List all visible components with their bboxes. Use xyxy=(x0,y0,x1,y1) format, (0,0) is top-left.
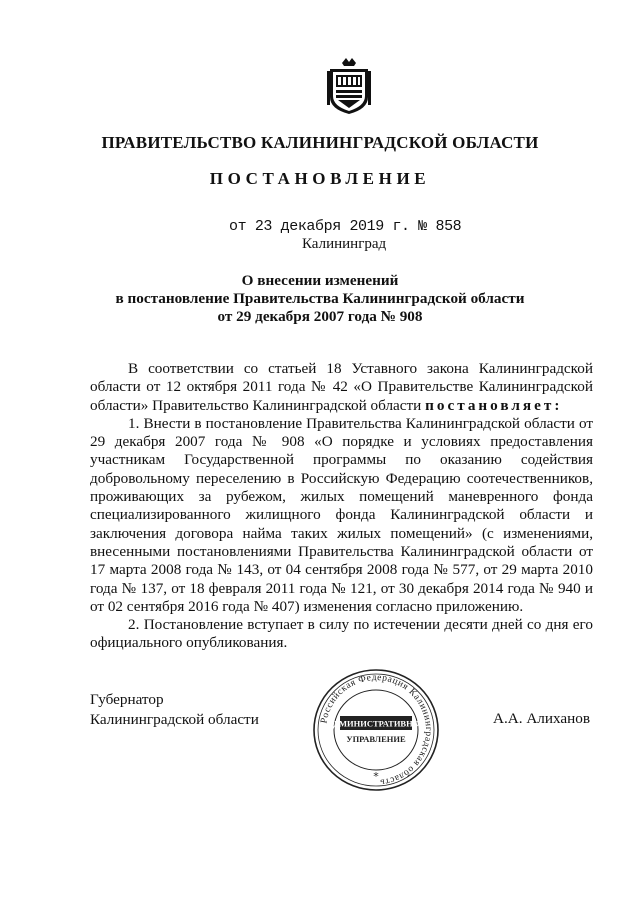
title-line-3: от 29 декабря 2007 года № 908 xyxy=(217,308,423,325)
seal-star-icon: * xyxy=(373,770,379,783)
document-title xyxy=(0,272,640,326)
seal-center-line-2: УПРАВЛЕНИЕ xyxy=(346,734,406,744)
seal-ring-text: Российская Федерация Калининградская область xyxy=(319,672,434,787)
preamble-text: В соответствии со статьей 18 Уставного закона Калининградской области от 12 октября 2011 года № 42 «О Правительстве Калининградской области» Правительство Калининградской области xyxy=(90,360,593,414)
official-seal xyxy=(312,668,440,792)
seal-center-line-1: АДМИНИСТРАТИВНОЕ xyxy=(327,718,425,729)
signatory-name: А.А. Алиханов xyxy=(493,710,591,727)
date-value: 23 декабря xyxy=(254,218,341,235)
document-type: ПОСТАНОВЛЕНИЕ xyxy=(209,169,431,188)
date-prefix: от xyxy=(229,218,247,235)
position-line-2: Калининградской области xyxy=(90,711,259,728)
city: Калининград xyxy=(302,236,387,252)
position-line-1: Губернатор xyxy=(90,691,164,708)
title-line-2: в постановление Правительства Калининградской области xyxy=(115,290,525,307)
date-year: 2019 г. xyxy=(349,218,410,235)
signatory-position xyxy=(90,690,259,730)
coat-of-arms-icon xyxy=(326,57,372,115)
item-2-paragraph: 2. Постановление вступает в силу по истечении десяти дней со дня его официального опубликования. xyxy=(90,616,593,652)
title-line-1: О внесении изменений xyxy=(241,272,399,289)
document-date-number xyxy=(229,218,461,235)
government-name: ПРАВИТЕЛЬСТВО КАЛИНИНГРАДСКОЙ ОБЛАСТИ xyxy=(101,133,539,152)
item-1-paragraph: 1. Внести в постановление Правительства Калининградской области от 29 декабря 2007 года № 908 «О порядке и условиях предоставления участникам Государственной программы по оказанию содействия добровольному переселению в Российскую Федерацию соотечественников, проживающих за рубежом, жилых помещений маневренного фонда специализированного жилищного фонда Калининградской области и заключения договора найма таких жилых помещений» (с изменениями, внесенными постановлениями Правительства Калининградской области от 17 марта 2008 года № 143, от 04 сентября 2008 года № 577, от 29 марта 2010 года № 137, от 18 февраля 2011 года № 121, от 30 декабря 2014 года № 940 и от 02 сентября 2016 года № 407) изменения согласно приложению. xyxy=(90,414,593,615)
document-number: 858 xyxy=(435,218,462,235)
decree-word: постановляет: xyxy=(425,396,563,414)
document-body xyxy=(90,360,593,653)
preamble-paragraph xyxy=(90,360,593,415)
number-sign: № xyxy=(418,218,427,235)
